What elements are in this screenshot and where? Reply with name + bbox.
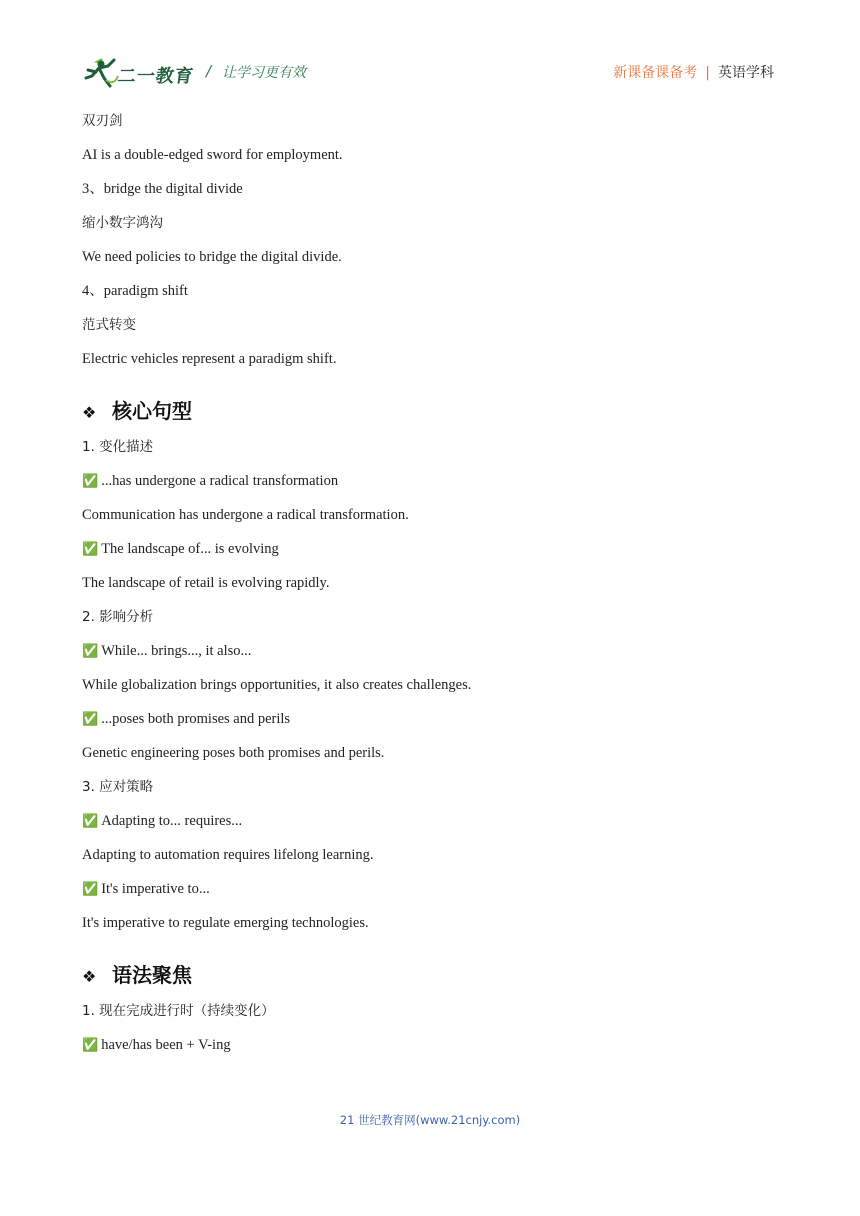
check-icon: ✅ xyxy=(82,882,99,897)
header-separator: | xyxy=(705,65,710,81)
check-icon: ✅ xyxy=(82,1038,99,1053)
header-subject: 英语学科 xyxy=(718,65,774,81)
example-line: Adapting to automation requires lifelong learning. xyxy=(82,847,374,863)
section-heading xyxy=(82,398,782,438)
page-header xyxy=(0,0,860,100)
example-line: Communication has undergone a radical transformation. xyxy=(82,507,409,523)
intro-line: Electric vehicles represent a paradigm shift. xyxy=(82,351,337,367)
intro-line: 范式转变 xyxy=(82,317,136,333)
intro-line: 缩小数字鸿沟 xyxy=(82,215,163,231)
diamond-bullet-icon: ❖ xyxy=(82,967,97,986)
diamond-bullet-icon: ❖ xyxy=(82,403,97,422)
pattern-line xyxy=(82,1036,782,1070)
check-icon: ✅ xyxy=(82,542,99,557)
pattern-line xyxy=(82,710,782,744)
header-right xyxy=(613,62,774,82)
subheading-line: 2. 影响分析 xyxy=(82,609,154,625)
pattern-text: The landscape of... is evolving xyxy=(101,541,279,557)
check-icon: ✅ xyxy=(82,814,99,829)
example-line: Genetic engineering poses both promises and perils. xyxy=(82,745,385,761)
pattern-text: ...has undergone a radical transformation xyxy=(101,473,339,489)
pattern-text: ...poses both promises and perils xyxy=(101,711,291,727)
pattern-line xyxy=(82,880,782,914)
pattern-text: It's imperative to... xyxy=(101,881,210,897)
example-line: The landscape of retail is evolving rapidly. xyxy=(82,575,330,591)
pattern-line xyxy=(82,540,782,574)
page-footer: 21 世纪教育网(www.21cnjy.com) xyxy=(339,1113,521,1127)
pattern-text: Adapting to... requires... xyxy=(101,813,243,829)
section-title: 语法聚焦 xyxy=(112,963,192,987)
subheading-line: 1. 现在完成进行时（持续变化） xyxy=(82,1003,275,1019)
check-icon: ✅ xyxy=(82,712,99,727)
document-body xyxy=(82,112,782,1070)
example-line: It's imperative to regulate emerging technologies. xyxy=(82,915,369,931)
check-icon: ✅ xyxy=(82,644,99,659)
example-line: While globalization brings opportunities, it also creates challenges. xyxy=(82,677,472,693)
intro-line: 4、paradigm shift xyxy=(82,283,188,299)
subheading-line: 1. 变化描述 xyxy=(82,439,154,455)
intro-line: We need policies to bridge the digital divide. xyxy=(82,249,342,265)
section-title: 核心句型 xyxy=(112,399,192,423)
pattern-line xyxy=(82,642,782,676)
header-course: 新课备课备考 xyxy=(613,65,698,81)
intro-line: 双刃剑 xyxy=(82,113,123,129)
intro-line: AI is a double-edged sword for employment. xyxy=(82,147,343,163)
pattern-line xyxy=(82,472,782,506)
pattern-text: While... brings..., it also... xyxy=(101,643,252,659)
section-heading xyxy=(82,962,782,1002)
header-slogan: 让学习更有效 xyxy=(222,65,306,81)
logo-text: 二一教育 xyxy=(116,66,196,87)
header-slash: / xyxy=(206,62,212,80)
check-icon: ✅ xyxy=(82,474,99,489)
pattern-line xyxy=(82,812,782,846)
intro-line: 3、bridge the digital divide xyxy=(82,181,243,197)
subheading-line: 3. 应对策略 xyxy=(82,779,154,795)
pattern-text: have/has been + V-ing xyxy=(101,1037,231,1053)
